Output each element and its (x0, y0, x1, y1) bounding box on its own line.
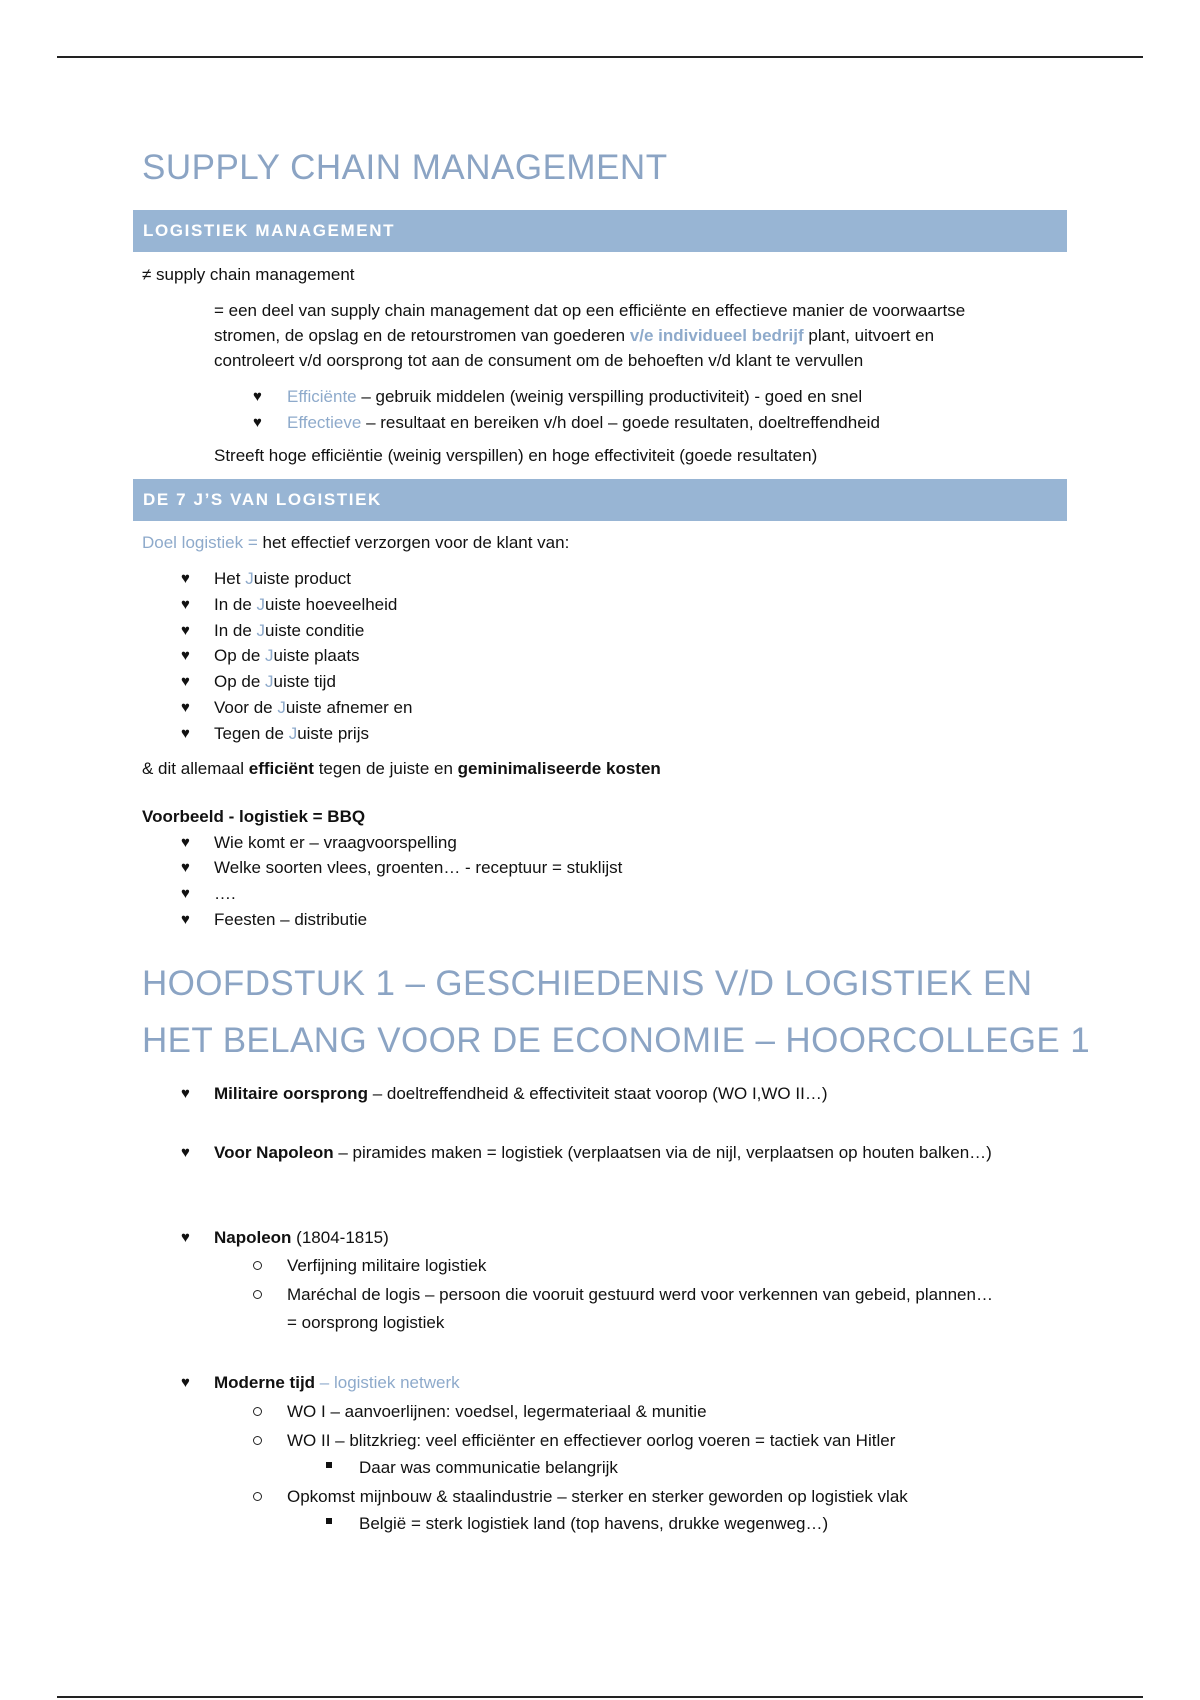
square-bullet-icon (326, 1518, 332, 1524)
circle-bullet-icon (253, 1492, 262, 1501)
j-letter: J (256, 621, 266, 640)
item-text: Op de (214, 646, 266, 665)
list-item (214, 592, 397, 618)
item-text: Voor de (214, 698, 278, 717)
heart-bullet-icon: ♥ (181, 699, 190, 716)
j-letter: J (256, 595, 266, 614)
moderne-bold: Moderne tijd (214, 1373, 316, 1392)
moderne-tijd-item (214, 1370, 460, 1396)
militaire-text: – doeltreffendheid & effectiviteit staat voorop (WO I,WO II…) (367, 1084, 828, 1103)
sub-item: Opkomst mijnbouw & staalindustrie – sterker en sterker geworden op logistiek vlak (287, 1487, 908, 1506)
voorbeeld-heading: Voorbeeld - logistiek = BBQ (142, 807, 366, 826)
streeft-line: Streeft hoge efficiëntie (weinig verspillen) en hoge effectiviteit (goede resultaten) (214, 446, 818, 465)
list-item: Welke soorten vlees, groenten… - receptuur = stuklijst (214, 858, 623, 877)
definition-line-2 (214, 323, 934, 349)
dit-allemaal-line (142, 756, 661, 782)
item-text: In de (214, 595, 257, 614)
j-letter: J (245, 569, 254, 588)
list-item: Feesten – distributie (214, 910, 368, 929)
section-heading-logistiek-management: LOGISTIEK MANAGEMENT (133, 210, 1067, 252)
heart-bullet-icon: ♥ (181, 885, 190, 902)
list-item: Wie komt er – vraagvoorspelling (214, 833, 457, 852)
heart-bullet-icon: ♥ (181, 647, 190, 664)
list-item (214, 566, 351, 592)
napoleon-years: (1804-1815) (291, 1228, 389, 1247)
top-rule (57, 56, 1143, 58)
moderne-accent: – logistiek netwerk (315, 1373, 460, 1392)
list-item (214, 721, 369, 747)
heart-bullet-icon: ♥ (253, 388, 262, 405)
circle-bullet-icon (253, 1407, 262, 1416)
bottom-rule (57, 1696, 1143, 1698)
heart-bullet-icon: ♥ (253, 414, 262, 431)
effectieve-term: Effectieve (287, 413, 362, 432)
definition-line-3: controleert v/d oorsprong tot aan de consument om de behoeften v/d klant te vervullen (214, 351, 864, 370)
chapter-title-line-2: HET BELANG VOOR DE ECONOMIE – HOORCOLLEGE 1 (142, 1021, 1091, 1060)
heart-bullet-icon: ♥ (181, 911, 190, 928)
item-text: uiste tijd (273, 672, 336, 691)
item-text: uiste afnemer en (285, 698, 413, 717)
efficiente-text: – gebruik middelen (weinig verspilling productiviteit) - goed en snel (356, 387, 863, 406)
item-text: uiste prijs (297, 724, 369, 743)
definition-line-1: = een deel van supply chain management dat op een efficiënte en effectieve manier de voorwaartse (214, 301, 966, 320)
dit-text: & dit allemaal (142, 759, 249, 778)
napoleon-bold: Napoleon (214, 1228, 292, 1247)
sub-item: Maréchal de logis – persoon die vooruit gestuurd werd voor verkennen van gebeid, plannen… (287, 1285, 993, 1304)
circle-bullet-icon (253, 1290, 262, 1299)
list-item (214, 669, 336, 695)
dit-bold: geminimaliseerde kosten (457, 759, 661, 778)
list-item (214, 643, 360, 669)
militaire-bold: Militaire oorsprong (214, 1084, 368, 1103)
doel-term: Doel logistiek = (142, 533, 258, 552)
j-letter: J (265, 646, 274, 665)
item-text: Op de (214, 672, 266, 691)
dit-bold: efficiënt (248, 759, 314, 778)
sub-item: WO II – blitzkrieg: veel efficiënter en effectiever oorlog voeren = tactiek van Hitler (287, 1431, 896, 1450)
efficiente-item (287, 384, 862, 410)
heart-bullet-icon: ♥ (181, 1085, 190, 1102)
j-letter: J (265, 672, 274, 691)
efficiente-term: Efficiënte (287, 387, 357, 406)
heart-bullet-icon: ♥ (181, 725, 190, 742)
heart-bullet-icon: ♥ (181, 596, 190, 613)
neq-line: ≠ supply chain management (142, 265, 355, 284)
heart-bullet-icon: ♥ (181, 570, 190, 587)
sub-item: WO I – aanvoerlijnen: voedsel, legermateriaal & munitie (287, 1402, 707, 1421)
circle-bullet-icon (253, 1261, 262, 1270)
heart-bullet-icon: ♥ (181, 622, 190, 639)
item-text: uiste hoeveelheid (265, 595, 398, 614)
sub-item: Verfijning militaire logistiek (287, 1256, 487, 1275)
sub-sub-item: Daar was communicatie belangrijk (359, 1458, 618, 1477)
voor-napoleon-item (214, 1140, 992, 1166)
circle-bullet-icon (253, 1436, 262, 1445)
voor-bold: Voor Napoleon (214, 1143, 334, 1162)
item-text: uiste plaats (273, 646, 360, 665)
item-text: uiste product (253, 569, 352, 588)
definition-accent: v/e individueel bedrijf (629, 326, 804, 345)
item-text: In de (214, 621, 257, 640)
list-item: …. (214, 884, 236, 903)
document-title: SUPPLY CHAIN MANAGEMENT (142, 148, 668, 187)
voor-text: – piramides maken = logistiek (verplaatsen via de nijl, verplaatsen op houten balken…) (333, 1143, 992, 1162)
heart-bullet-icon: ♥ (181, 1374, 190, 1391)
chapter-title-line-1: HOOFDSTUK 1 – GESCHIEDENIS V/D LOGISTIEK EN (142, 964, 1033, 1003)
j-letter: J (277, 698, 286, 717)
heart-bullet-icon: ♥ (181, 834, 190, 851)
sub-sub-item: België = sterk logistiek land (top havens, drukke wegenweg…) (359, 1514, 829, 1533)
list-item (214, 618, 364, 644)
effectieve-text: – resultaat en bereiken v/h doel – goede resultaten, doeltreffendheid (361, 413, 880, 432)
definition-text: stromen, de opslag en de retourstromen van goederen (214, 326, 630, 345)
heart-bullet-icon: ♥ (181, 1144, 190, 1161)
doel-text: het effectief verzorgen voor de klant van: (257, 533, 570, 552)
item-text: Tegen de (214, 724, 289, 743)
square-bullet-icon (326, 1462, 332, 1468)
section-heading-7-js: DE 7 J’S VAN LOGISTIEK (133, 479, 1067, 521)
definition-text: plant, uitvoert en (803, 326, 935, 345)
heart-bullet-icon: ♥ (181, 1229, 190, 1246)
j-letter: J (288, 724, 298, 743)
sub-item-continuation: = oorsprong logistiek (287, 1313, 445, 1332)
doel-line (142, 530, 569, 556)
item-text: Het (214, 569, 246, 588)
napoleon-item (214, 1225, 389, 1251)
effectieve-item (287, 410, 880, 436)
dit-text: tegen de juiste en (313, 759, 458, 778)
item-text: uiste conditie (265, 621, 365, 640)
list-item (214, 695, 412, 721)
heart-bullet-icon: ♥ (181, 673, 190, 690)
heart-bullet-icon: ♥ (181, 859, 190, 876)
militaire-item (214, 1081, 827, 1107)
